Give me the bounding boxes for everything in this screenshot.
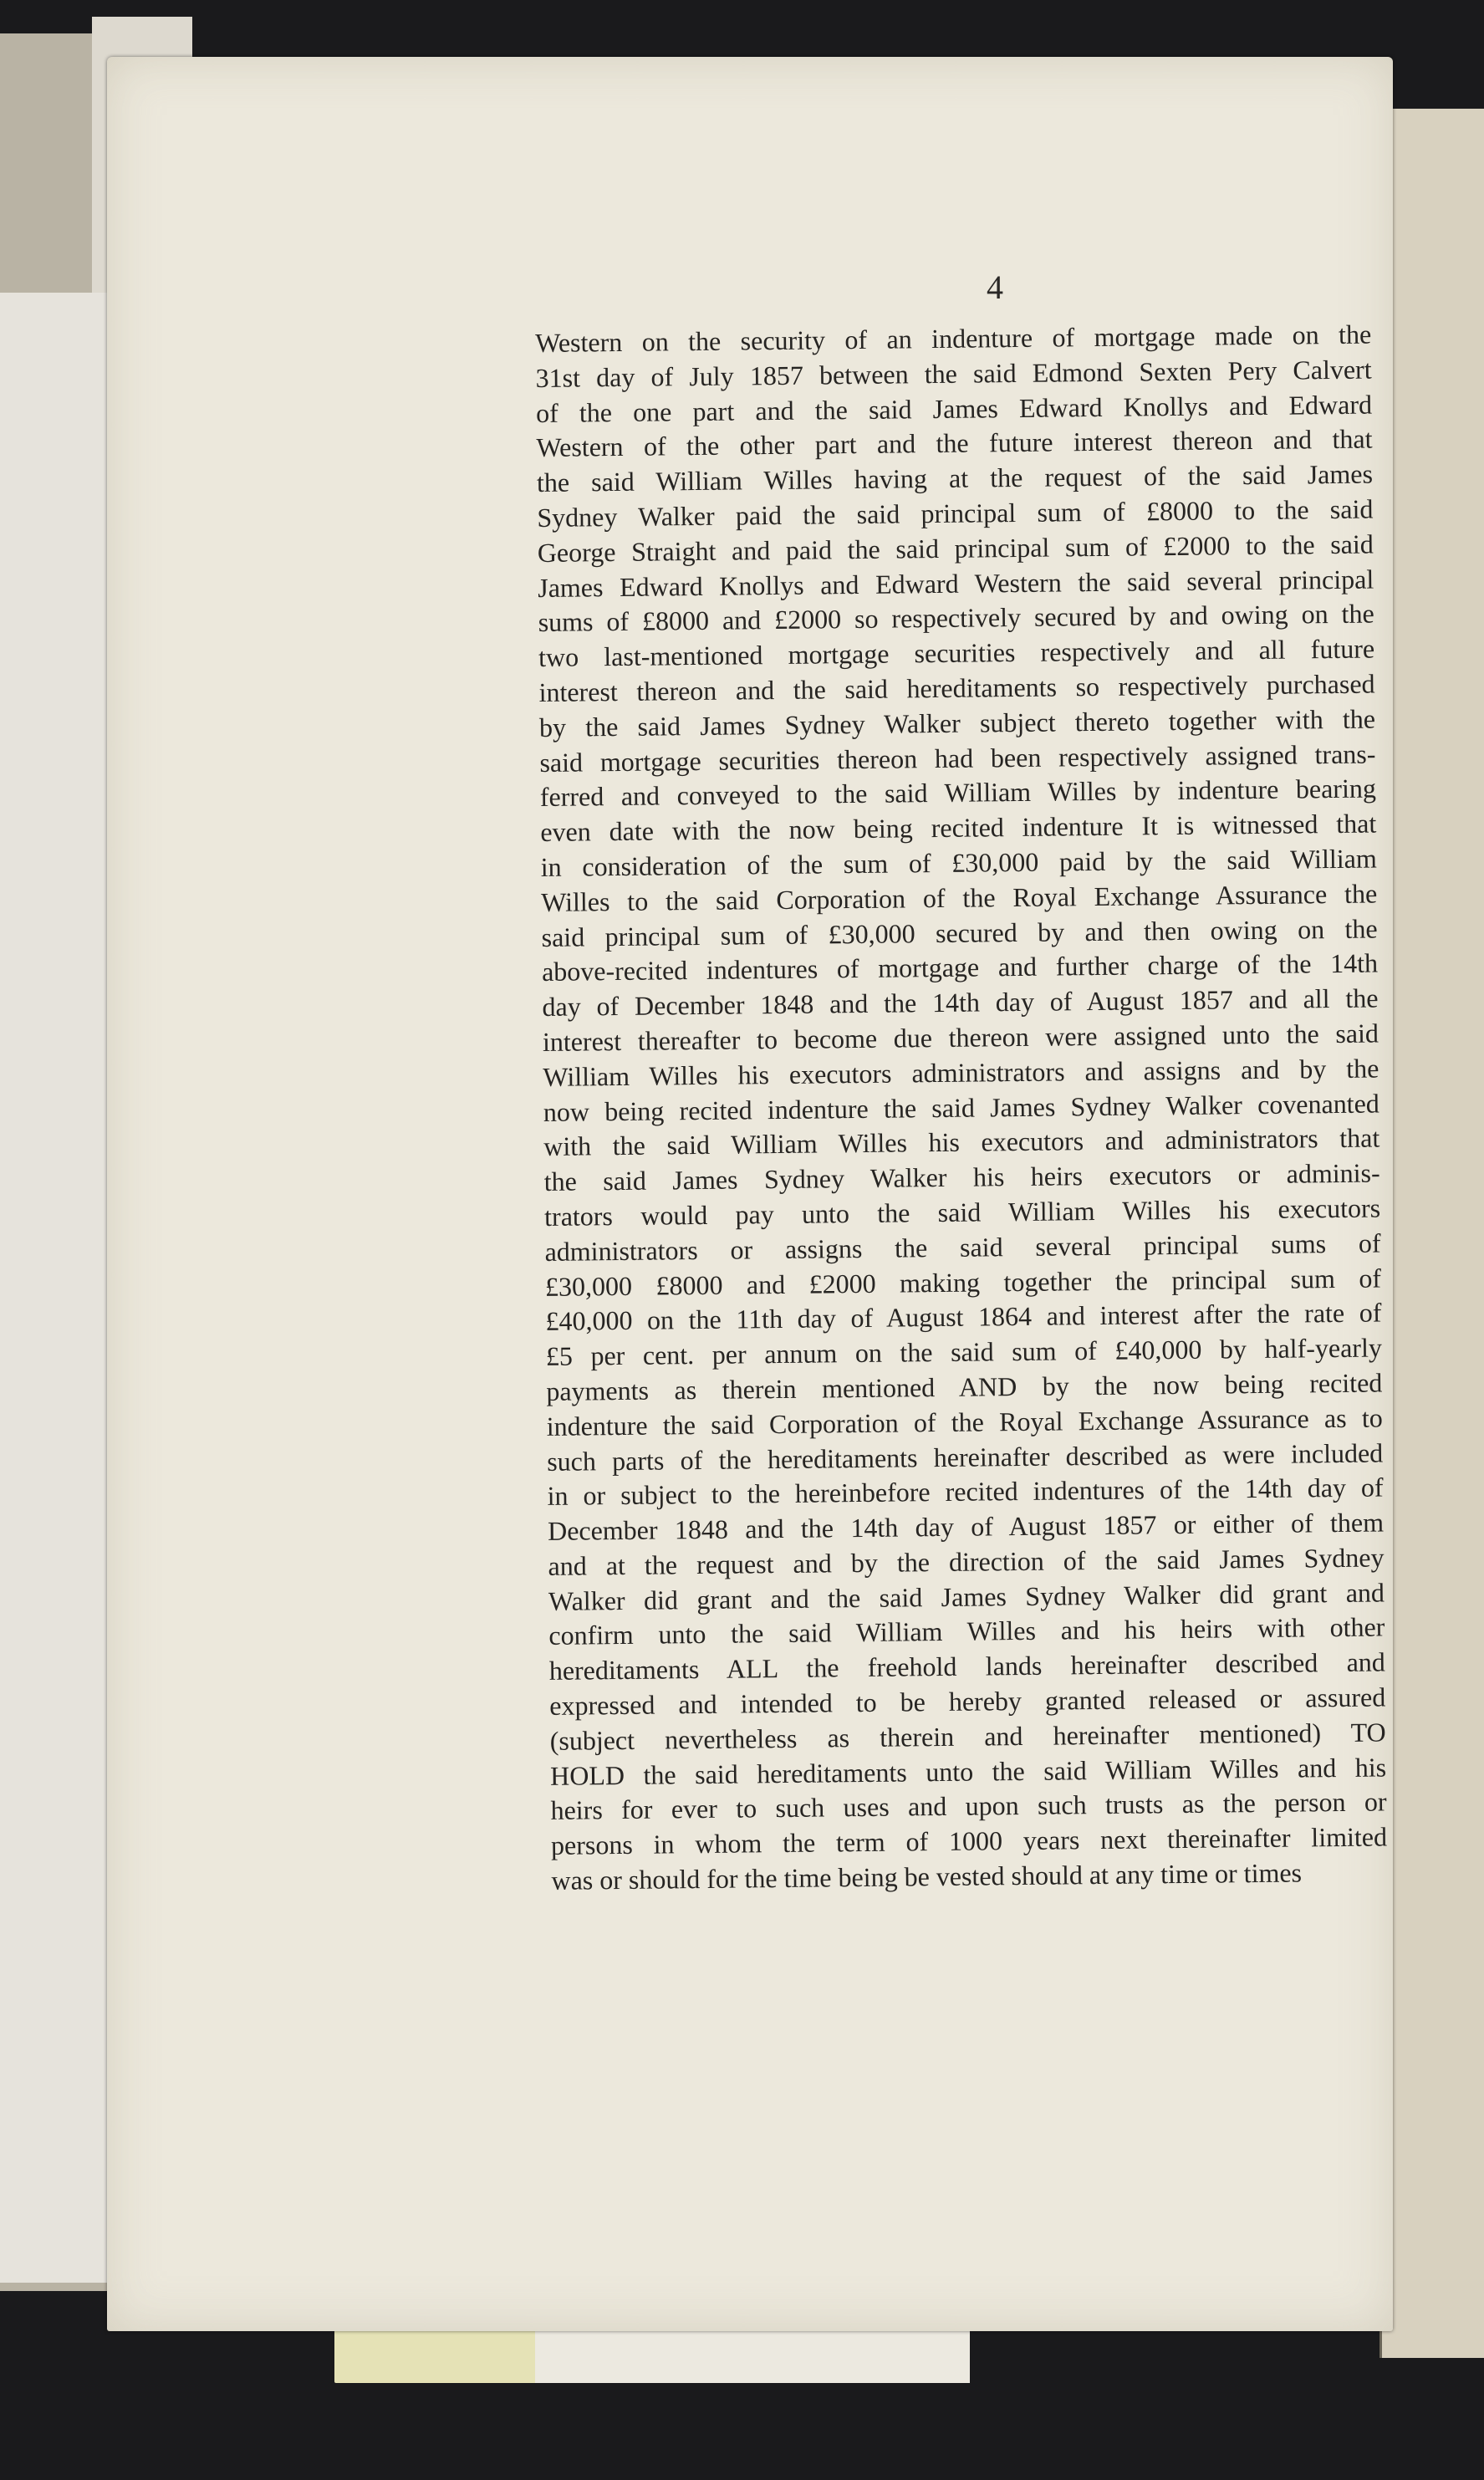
text-line: HOLD the said hereditaments unto the said William Willes and his	[549, 1752, 1387, 1791]
text-line: £40,000 on the 11th day of August 1864 and interest after the rate of	[545, 1297, 1382, 1337]
right-page-edge	[1379, 109, 1484, 2358]
body-text	[535, 318, 1388, 1899]
text-line: two last-mentioned mortgage securities respectively and all future	[538, 633, 1375, 673]
text-line: James Edward Knollys and Edward Western the said several principal	[538, 564, 1374, 603]
page-number: 4	[987, 268, 1003, 306]
text-line: interest thereafter to become due thereon were assigned unto the said	[542, 1018, 1379, 1057]
text-line: the said James Sydney Walker his heirs executors or adminis-	[543, 1157, 1380, 1197]
text-line: the said William Willes having at the request of the said James	[536, 458, 1374, 498]
text-line: (subject nevertheless as therein and hereinafter mentioned) TO	[549, 1717, 1386, 1756]
text-line: Willes to the said Corporation of the Royal Exchange Assurance the	[541, 878, 1378, 917]
text-line: interest thereon and the said hereditaments so respectively purchased	[538, 668, 1375, 707]
text-line: said mortgage securities thereon had been respectively assigned trans-	[539, 738, 1376, 778]
text-line: day of December 1848 and the 14th day of August 1857 and all the	[542, 982, 1379, 1023]
text-line: of the one part and the said James Edward Knollys and Edward	[535, 389, 1373, 428]
text-line: persons in whom the term of 1000 years next thereinafter limited	[550, 1821, 1388, 1861]
text-line: Western of the other part and the future interest thereon and that	[536, 423, 1373, 463]
text-line: trators would pay unto the said William Willes his executors	[543, 1192, 1381, 1232]
text-line: even date with the now being recited indenture It is witnessed that	[540, 808, 1377, 848]
text-line: and at the request and by the direction of the said James Sydney	[548, 1542, 1385, 1581]
text-line: by the said James Sydney Walker subject thereto together with the	[538, 703, 1376, 742]
text-line: now being recited indenture the said James Sydney Walker covenanted	[543, 1088, 1379, 1127]
text-line: said principal sum of £30,000 secured by and then owing on the	[541, 913, 1378, 952]
text-line: payments as therein mentioned AND by the now being recited	[546, 1367, 1383, 1406]
text-line: in or subject to the hereinbefore recited indentures of the 14th day of	[547, 1472, 1384, 1512]
text-line: such parts of the hereditaments hereinafter described as were included	[547, 1436, 1384, 1477]
left-board	[0, 293, 119, 2283]
text-line: £30,000 £8000 and £2000 making together the principal sum of	[544, 1262, 1382, 1302]
text-line: December 1848 and the 14th day of August 1857 or either of them	[547, 1507, 1385, 1547]
text-line: George Straight and paid the said principal sum of £2000 to the said	[537, 528, 1374, 568]
text-line: ferred and conveyed to the said William Willes by indenture bearing	[539, 773, 1377, 813]
text-line: Western on the security of an indenture of mortgage made on the	[535, 319, 1372, 358]
text-line: hereditaments ALL the freehold lands hereinafter described and	[548, 1646, 1385, 1687]
text-line: 31st day of July 1857 between the said Edmond Sexten Pery Calvert	[535, 354, 1372, 393]
text-line: expressed and intended to be hereby granted released or assured	[549, 1681, 1386, 1721]
text-line: William Willes his executors administrators and assigns and by the	[543, 1053, 1379, 1092]
text-line: sums of £8000 and £2000 so respectively secured by and owing on the	[538, 598, 1374, 638]
text-line: confirm unto the said William Willes and his heirs with other	[548, 1611, 1385, 1651]
text-line: Sydney Walker paid the said principal sum of £8000 to the said	[537, 493, 1374, 533]
text-line: heirs for ever to such uses and upon such trusts as the person or	[550, 1786, 1387, 1826]
text-line: administrators or assigns the said several principal sums of	[544, 1227, 1381, 1267]
text-line: above-recited indentures of mortgage and further charge of the 14th	[541, 947, 1379, 987]
text-line: was or should for the time being be vested should at any time or times	[551, 1857, 1303, 1896]
text-line: with the said William Willes his executors and administrators that	[543, 1122, 1380, 1162]
text-line: Walker did grant and the said James Sydney Walker did grant and	[548, 1577, 1385, 1616]
text-line: in consideration of the sum of £30,000 paid by the said William	[540, 843, 1377, 882]
text-line: indenture the said Corporation of the Royal Exchange Assurance as to	[546, 1402, 1383, 1442]
text-line: £5 per cent. per annum on the said sum of £40,000 by half-yearly	[545, 1332, 1383, 1372]
